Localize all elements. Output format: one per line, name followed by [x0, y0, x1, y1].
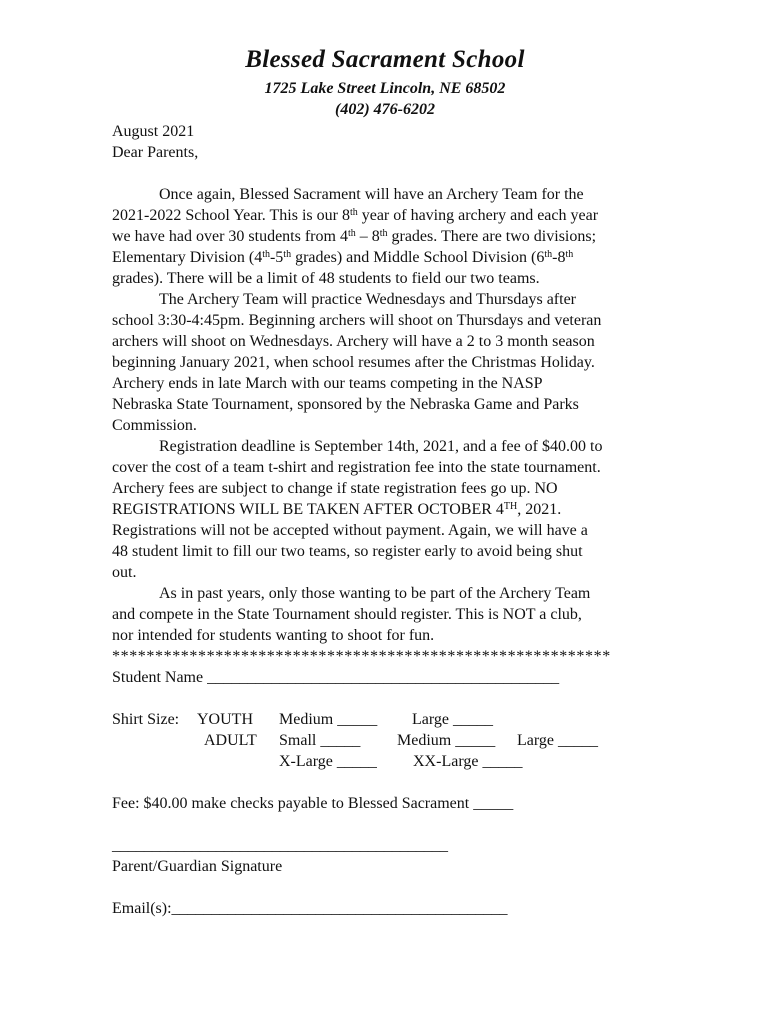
- paragraph-line: [112, 499, 662, 520]
- adult-medium-option[interactable]: Medium _____: [397, 732, 496, 749]
- school-name: Blessed Sacrament School: [245, 46, 525, 73]
- email-field[interactable]: Email(s):__________________________________________: [112, 900, 508, 917]
- salutation: Dear Parents,: [112, 144, 199, 161]
- text-span: , 2021.: [517, 501, 562, 518]
- text-span: -5: [269, 249, 284, 266]
- paragraph-line: Registrations will not be accepted without payment. Again, we will have a: [112, 522, 588, 539]
- adult-xxlarge-option[interactable]: XX-Large _____: [413, 753, 523, 770]
- text-span: grades) and Middle School Division (6: [291, 249, 545, 266]
- superscript: th: [262, 249, 270, 260]
- paragraph-2: [112, 289, 662, 436]
- text-span: -8: [552, 249, 566, 266]
- paragraph-line: [112, 205, 662, 226]
- fee-line[interactable]: Fee: $40.00 make checks payable to Blessed Sacrament _____: [112, 795, 514, 812]
- adult-xlarge-option[interactable]: X-Large _____: [279, 753, 377, 770]
- paragraph-line: Commission.: [112, 417, 197, 434]
- paragraph-line: beginning January 2021, when school resumes after the Christmas Holiday.: [112, 354, 595, 371]
- youth-large-option[interactable]: Large _____: [412, 711, 494, 728]
- text-span: 2021-2022 School Year. This is our 8: [112, 207, 350, 224]
- paragraph-line: grades). There will be a limit of 48 students to field our two teams.: [112, 270, 540, 287]
- superscript: th: [544, 249, 553, 260]
- separator: **********************************************************: [112, 648, 611, 665]
- paragraph-line: Archery ends in late March with our teams competing in the NASP: [112, 375, 543, 392]
- text-span: we have had over 30 students from 4: [112, 228, 348, 245]
- paragraph-line: cover the cost of a team t-shirt and registration fee into the state tournament.: [112, 459, 601, 476]
- youth-label: YOUTH: [197, 711, 253, 728]
- paragraph-line: school 3:30-4:45pm. Beginning archers will shoot on Thursdays and veteran: [112, 312, 602, 329]
- superscript: th: [283, 249, 292, 260]
- text-span: grades. There are two divisions;: [387, 228, 597, 245]
- paragraph-line: Registration deadline is September 14th, 2021, and a fee of $40.00 to: [159, 438, 603, 455]
- paragraph-line: [112, 247, 662, 268]
- paragraph-line: The Archery Team will practice Wednesdays and Thursdays after: [159, 291, 576, 308]
- paragraph-line: nor intended for students wanting to shoot for fun.: [112, 627, 435, 644]
- adult-label: ADULT: [204, 732, 257, 749]
- superscript: th: [349, 207, 358, 218]
- text-span: Elementary Division (4: [112, 249, 263, 266]
- paragraph-line: Archery fees are subject to change if state registration fees go up. NO: [112, 480, 558, 497]
- paragraph-line: archers will shoot on Wednesdays. Archery will have a 2 to 3 month season: [112, 333, 595, 350]
- adult-small-option[interactable]: Small _____: [279, 732, 361, 749]
- paragraph-1: [112, 184, 662, 289]
- paragraph-3: [112, 436, 662, 583]
- paragraph-line: and compete in the State Tournament should register. This is NOT a club,: [112, 606, 582, 623]
- signature-label: Parent/Guardian Signature: [112, 858, 283, 875]
- shirt-size-youth-row: [112, 709, 662, 730]
- letter-date: August 2021: [112, 123, 195, 140]
- superscript: TH: [503, 501, 518, 512]
- shirt-size-adult-row: [112, 730, 662, 751]
- superscript: th: [379, 228, 388, 239]
- shirt-size-label: Shirt Size:: [112, 711, 180, 728]
- letter-body: [112, 121, 662, 919]
- paragraph-4: [112, 583, 662, 646]
- paragraph-line: As in past years, only those wanting to be part of the Archery Team: [159, 585, 591, 602]
- paragraph-line: [112, 226, 662, 247]
- signature-field[interactable]: __________________________________________: [112, 837, 448, 854]
- text-span: REGISTRATIONS WILL BE TAKEN AFTER OCTOBER 4: [112, 501, 504, 518]
- superscript: th: [347, 228, 356, 239]
- youth-medium-option[interactable]: Medium _____: [279, 711, 378, 728]
- school-address: 1725 Lake Street Lincoln, NE 68502: [264, 80, 506, 97]
- shirt-size-adult-row-2: [112, 751, 662, 772]
- text-span: – 8: [355, 228, 380, 245]
- paragraph-line: out.: [112, 564, 137, 581]
- paragraph-line: Nebraska State Tournament, sponsored by the Nebraska Game and Parks: [112, 396, 579, 413]
- superscript: th: [565, 249, 574, 260]
- text-span: year of having archery and each year: [357, 207, 599, 224]
- paragraph-line: Once again, Blessed Sacrament will have an Archery Team for the: [159, 186, 584, 203]
- student-name-field[interactable]: Student Name ____________________________________________: [112, 669, 560, 686]
- paragraph-line: 48 student limit to fill our two teams, so register early to avoid being shut: [112, 543, 583, 560]
- school-phone: (402) 476-6202: [335, 101, 435, 118]
- adult-large-option[interactable]: Large _____: [517, 732, 599, 749]
